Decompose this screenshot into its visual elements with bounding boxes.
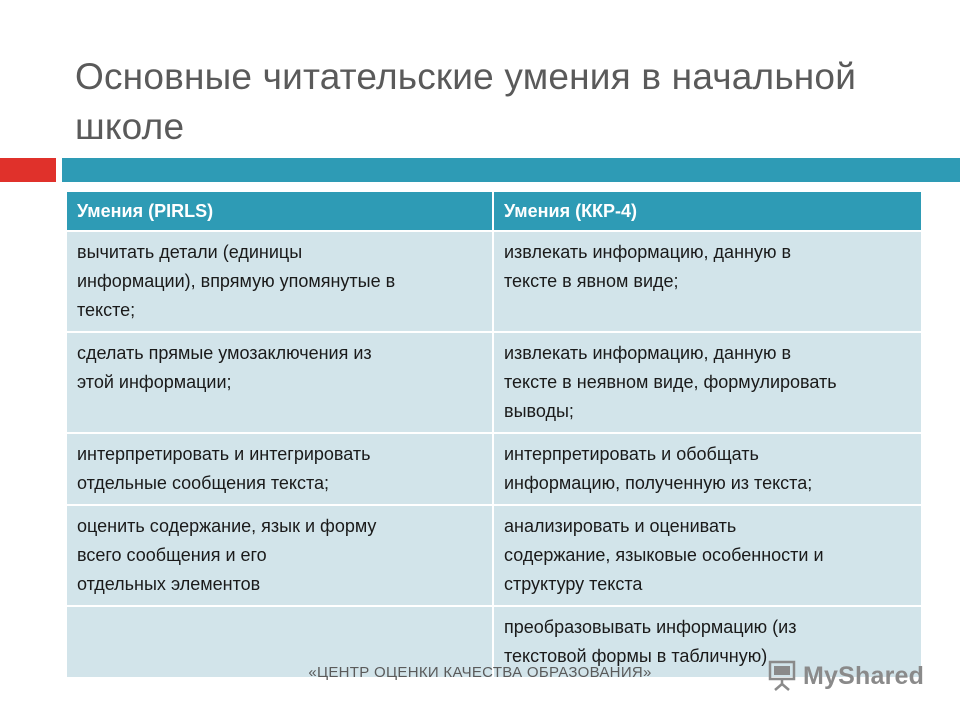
table-cell: извлекать информацию, данную в тексте в неявном виде, формулировать выводы;	[493, 332, 922, 433]
slide-title: Основные читательские умения в начальной школе	[75, 56, 857, 147]
table-cell: вычитать детали (единицы информации), впрямую упомянутые в тексте;	[66, 231, 493, 332]
presentation-board-icon	[767, 660, 797, 692]
table-header-row	[66, 191, 922, 231]
header-pirls: Умения (PIRLS)	[66, 191, 493, 231]
table-cell: оценить содержание, язык и форму всего сообщения и его отдельных элементов	[66, 505, 493, 606]
accent-bar-red	[0, 158, 56, 182]
myshared-watermark[interactable]	[767, 656, 924, 696]
table-cell: извлекать информацию, данную в тексте в явном виде;	[493, 231, 922, 332]
table-cell: интерпретировать и интегрировать отдельные сообщения текста;	[66, 433, 493, 505]
table-cell: интерпретировать и обобщать информацию, полученную из текста;	[493, 433, 922, 505]
table-row	[66, 332, 922, 433]
table-cell: преобразовывать информацию (из текстовой формы в табличную)	[493, 606, 922, 678]
table-cell: анализировать и оценивать содержание, языковые особенности и структуру текста	[493, 505, 922, 606]
table-row	[66, 231, 922, 332]
accent-bar-teal	[62, 158, 960, 182]
table-row	[66, 505, 922, 606]
table-cell: сделать прямые умозаключения из этой информации;	[66, 332, 493, 433]
watermark-text: MyShared	[803, 661, 925, 690]
table-row	[66, 433, 922, 505]
slide-footer: «ЦЕНТР ОЦЕНКИ КАЧЕСТВА ОБРАЗОВАНИЯ»	[308, 664, 652, 681]
skills-comparison-table	[65, 190, 923, 679]
header-kkr4: Умения (ККР-4)	[493, 191, 922, 231]
